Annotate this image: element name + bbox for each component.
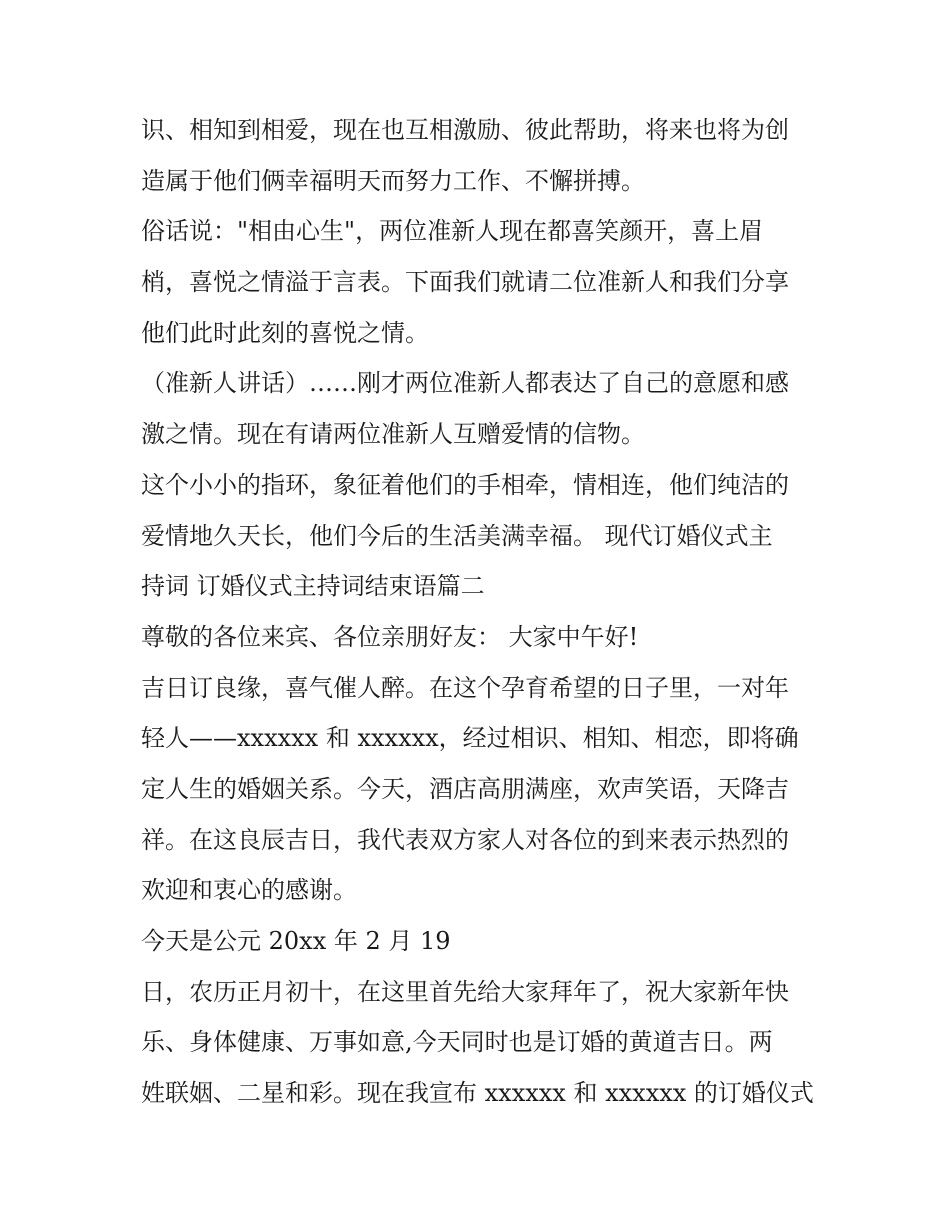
text-line: 日，农历正月初十，在这里首先给大家拜年了，祝大家新年快 <box>141 977 789 1006</box>
text-line: 激之情。现在有请两位准新人互赠爱情的信物。 <box>141 420 645 449</box>
text-line: 他们此时此刻的喜悦之情。 <box>141 318 429 347</box>
text-line: 梢，喜悦之情溢于言表。下面我们就请二位准新人和我们分享 <box>141 268 789 297</box>
text-line: 识、相知到相爱，现在也互相激励、彼此帮助，将来也将为创 <box>141 116 789 144</box>
text-line: 吉日订良缘，喜气催人醉。在这个孕育希望的日子里，一对年 <box>141 673 789 702</box>
text-line: 祥。在这良辰吉日，我代表双方家人对各位的到来表示热烈的 <box>141 825 789 854</box>
text-line: 持词 订婚仪式主持词结束语篇二 <box>141 572 485 601</box>
text-line: 定人生的婚姻关系。今天，酒店高朋满座，欢声笑语，天降吉 <box>141 774 789 803</box>
text-line: 爱情地久天长，他们今后的生活美满幸福。 现代订婚仪式主 <box>141 521 773 550</box>
text-line: 这个小小的指环，象征着他们的手相牵，情相连，他们纯洁的 <box>141 470 789 499</box>
text-line: 乐、身体健康、万事如意,今天同时也是订婚的黄道吉日。两 <box>141 1028 773 1057</box>
text-line: 轻人——xxxxxx 和 xxxxxx，经过相识、相知、相恋，即将确 <box>141 724 799 753</box>
text-line: 姓联姻、二星和彩。现在我宣布 xxxxxx 和 xxxxxx 的订婚仪式 <box>141 1079 814 1108</box>
body-text <box>141 105 821 1119</box>
text-line: 尊敬的各位来宾、各位亲朋好友： 大家中午好! <box>141 622 639 651</box>
text-line: （准新人讲话）……刚才两位准新人都表达了自己的意愿和感 <box>141 369 789 398</box>
text-line: 造属于他们俩幸福明天而努力工作、不懈拼搏。 <box>141 166 645 195</box>
text-line: 欢迎和衷心的感谢。 <box>141 876 357 905</box>
text-line: 今天是公元 20xx 年 2 月 19 <box>141 927 451 955</box>
text-line: 俗话说："相由心生"，两位准新人现在都喜笑颜开，喜上眉 <box>141 217 764 246</box>
